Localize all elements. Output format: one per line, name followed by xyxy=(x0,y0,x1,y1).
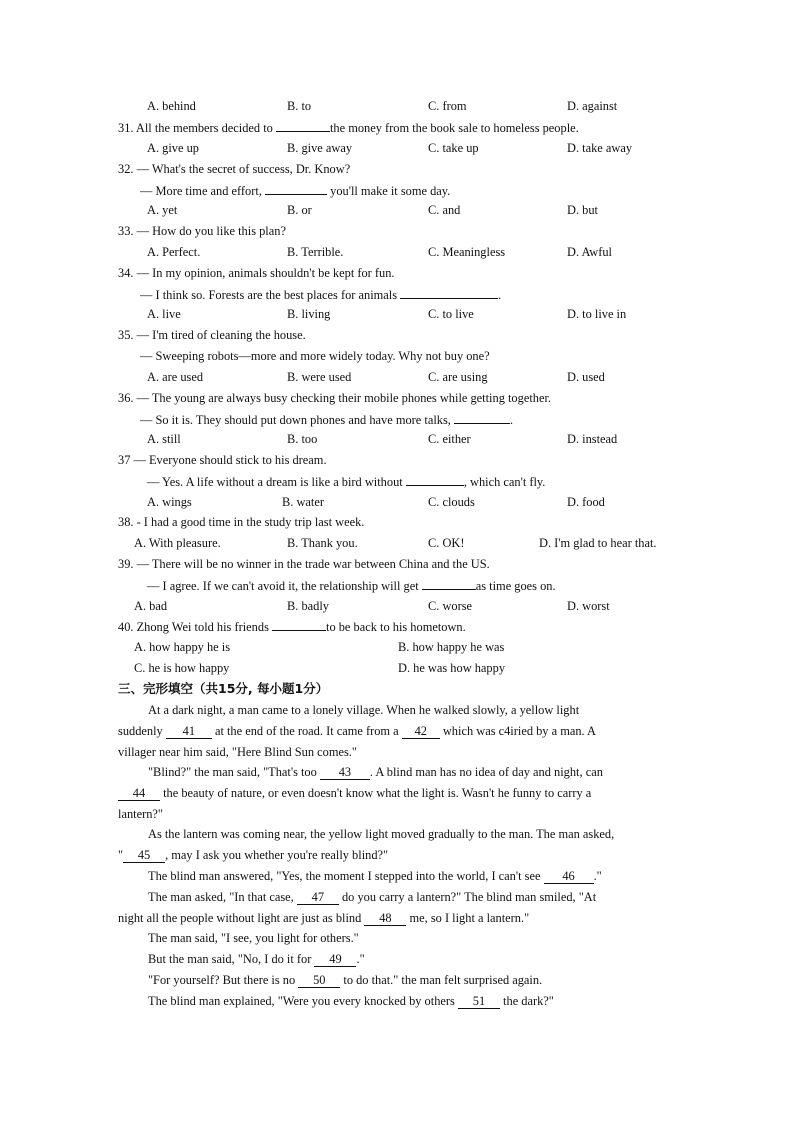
q36-option-b: B. too xyxy=(287,432,318,446)
q38-option-d: D. I'm glad to hear that. xyxy=(539,536,657,550)
q31-option-c: C. take up xyxy=(428,141,479,155)
passage-line: The man said, "I see, you light for others." xyxy=(148,931,359,945)
q36-option-a: A. still xyxy=(147,432,181,446)
blank-44[interactable]: 44 xyxy=(118,786,160,801)
passage-line: lantern?" xyxy=(118,807,163,821)
q39-option-b: B. badly xyxy=(287,599,329,613)
q32-option-d: D. but xyxy=(567,203,598,217)
blank-43[interactable]: 43 xyxy=(320,765,370,780)
q37-reply: — Yes. A life without a dream is like a bird without , which can't fly. xyxy=(147,475,546,489)
q36-option-d: D. instead xyxy=(567,432,618,446)
q35-stem: 35. — I'm tired of cleaning the house. xyxy=(118,328,306,342)
q34-stem: 34. — In my opinion, animals shouldn't be kept for fun. xyxy=(118,266,395,280)
passage-line: The blind man explained, "Were you every knocked by others 51 the dark?" xyxy=(148,994,554,1008)
q32-stem: 32. — What's the secret of success, Dr. Know? xyxy=(118,162,351,176)
passage-line: "Blind?" the man said, "That's too 43 . A blind man has no idea of day and night, can xyxy=(148,765,603,779)
q32-option-c: C. and xyxy=(428,203,461,217)
q30-option-c: C. from xyxy=(428,99,467,113)
q35-option-b: B. were used xyxy=(287,370,352,384)
q38-stem: 38. - I had a good time in the study trip last week. xyxy=(118,515,365,529)
passage-line: "For yourself? But there is no 50 to do that." the man felt surprised again. xyxy=(148,973,543,987)
blank-50[interactable]: 50 xyxy=(298,973,340,988)
q33-option-c: C. Meaningless xyxy=(428,245,506,259)
passage-line: suddenly 41 at the end of the road. It came from a 42 which was c4iried by a man. A xyxy=(118,724,596,738)
q39-option-a: A. bad xyxy=(134,599,168,613)
q40-option-c: C. he is how happy xyxy=(134,661,230,675)
q35-reply: — Sweeping robots—more and more widely today. Why not buy one? xyxy=(140,349,490,363)
blank-48[interactable]: 48 xyxy=(364,911,406,926)
blank-47[interactable]: 47 xyxy=(297,890,339,905)
blank-51[interactable]: 51 xyxy=(458,994,500,1009)
q35-option-a: A. are used xyxy=(147,370,204,384)
section-heading: 三、完形填空（共15分, 每小题1分） xyxy=(118,681,329,696)
q39-reply: — I agree. If we can't avoid it, the relationship will get as time goes on. xyxy=(147,579,556,593)
q37-stem: 37 — Everyone should stick to his dream. xyxy=(118,453,327,467)
q33-option-b: B. Terrible. xyxy=(287,245,344,259)
passage-line: As the lantern was coming near, the yellow light moved gradually to the man. The man asked, xyxy=(148,827,615,841)
q34-option-a: A. live xyxy=(147,307,181,321)
q40-stem: 40. Zhong Wei told his friends to be back to his hometown. xyxy=(118,620,466,634)
passage-line: The blind man answered, "Yes, the moment I stepped into the world, I can't see 46 ." xyxy=(148,869,602,883)
q30-option-b: B. to xyxy=(287,99,312,113)
passage-line: 44 the beauty of nature, or even doesn't know what the light is. Wasn't he funny to carry a xyxy=(118,785,591,801)
blank-49[interactable]: 49 xyxy=(314,952,356,967)
blank-46[interactable]: 46 xyxy=(544,869,594,884)
q37-option-a: A. wings xyxy=(147,495,192,509)
q34-reply: — I think so. Forests are the best places for animals . xyxy=(140,288,502,302)
q34-option-d: D. to live in xyxy=(567,307,627,321)
passage-line: " 45 , may I ask you whether you're really blind?" xyxy=(118,848,389,862)
q31-option-d: D. take away xyxy=(567,141,633,155)
q33-option-a: A. Perfect. xyxy=(147,245,201,259)
passage-line: At a dark night, a man came to a lonely village. When he walked slowly, a yellow light xyxy=(148,703,580,717)
q32-option-b: B. or xyxy=(287,203,312,217)
passage-line: night all the people without light are just as blind 48 me, so I light a lantern." xyxy=(118,911,530,925)
q31-stem: 31. All the members decided to the money from the book sale to homeless people. xyxy=(118,121,579,135)
q36-reply: — So it is. They should put down phones and have more talks, . xyxy=(140,413,514,427)
q36-stem: 36. — The young are always busy checking their mobile phones while getting together. xyxy=(118,391,551,405)
q31-option-a: A. give up xyxy=(147,141,199,155)
q39-option-c: C. worse xyxy=(428,599,473,613)
q40-option-b: B. how happy he was xyxy=(398,640,505,654)
q38-option-c: C. OK! xyxy=(428,536,465,550)
passage-line: villager near him said, "Here Blind Sun comes." xyxy=(118,745,357,759)
q32-reply: — More time and effort, you'll make it some day. xyxy=(140,184,451,198)
q32-option-a: A. yet xyxy=(147,203,178,217)
q30-option-d: D. against xyxy=(567,99,618,113)
q40-option-a: A. how happy he is xyxy=(134,640,231,654)
q33-option-d: D. Awful xyxy=(567,245,612,259)
q39-option-d: D. worst xyxy=(567,599,610,613)
blank-41[interactable]: 41 xyxy=(166,724,212,739)
q38-option-a: A. With pleasure. xyxy=(134,536,221,550)
blank-45[interactable]: 45 xyxy=(123,848,165,863)
passage-line: The man asked, "In that case, 47 do you carry a lantern?" The blind man smiled, "At xyxy=(148,890,597,904)
q40-option-d: D. he was how happy xyxy=(398,661,506,675)
q34-option-b: B. living xyxy=(287,307,331,321)
q36-option-c: C. either xyxy=(428,432,471,446)
q35-option-d: D. used xyxy=(567,370,605,384)
q37-option-b: B. water xyxy=(282,495,324,509)
passage-line: But the man said, "No, I do it for 49 ." xyxy=(148,952,365,966)
q37-option-c: C. clouds xyxy=(428,495,475,509)
q39-stem: 39. — There will be no winner in the trade war between China and the US. xyxy=(118,557,490,571)
q38-option-b: B. Thank you. xyxy=(287,536,358,550)
q33-stem: 33. — How do you like this plan? xyxy=(118,224,286,238)
q35-option-c: C. are using xyxy=(428,370,488,384)
q37-option-d: D. food xyxy=(567,495,605,509)
blank-42[interactable]: 42 xyxy=(402,724,440,739)
q31-option-b: B. give away xyxy=(287,141,353,155)
q34-option-c: C. to live xyxy=(428,307,474,321)
q30-option-a: A. behind xyxy=(147,99,196,113)
